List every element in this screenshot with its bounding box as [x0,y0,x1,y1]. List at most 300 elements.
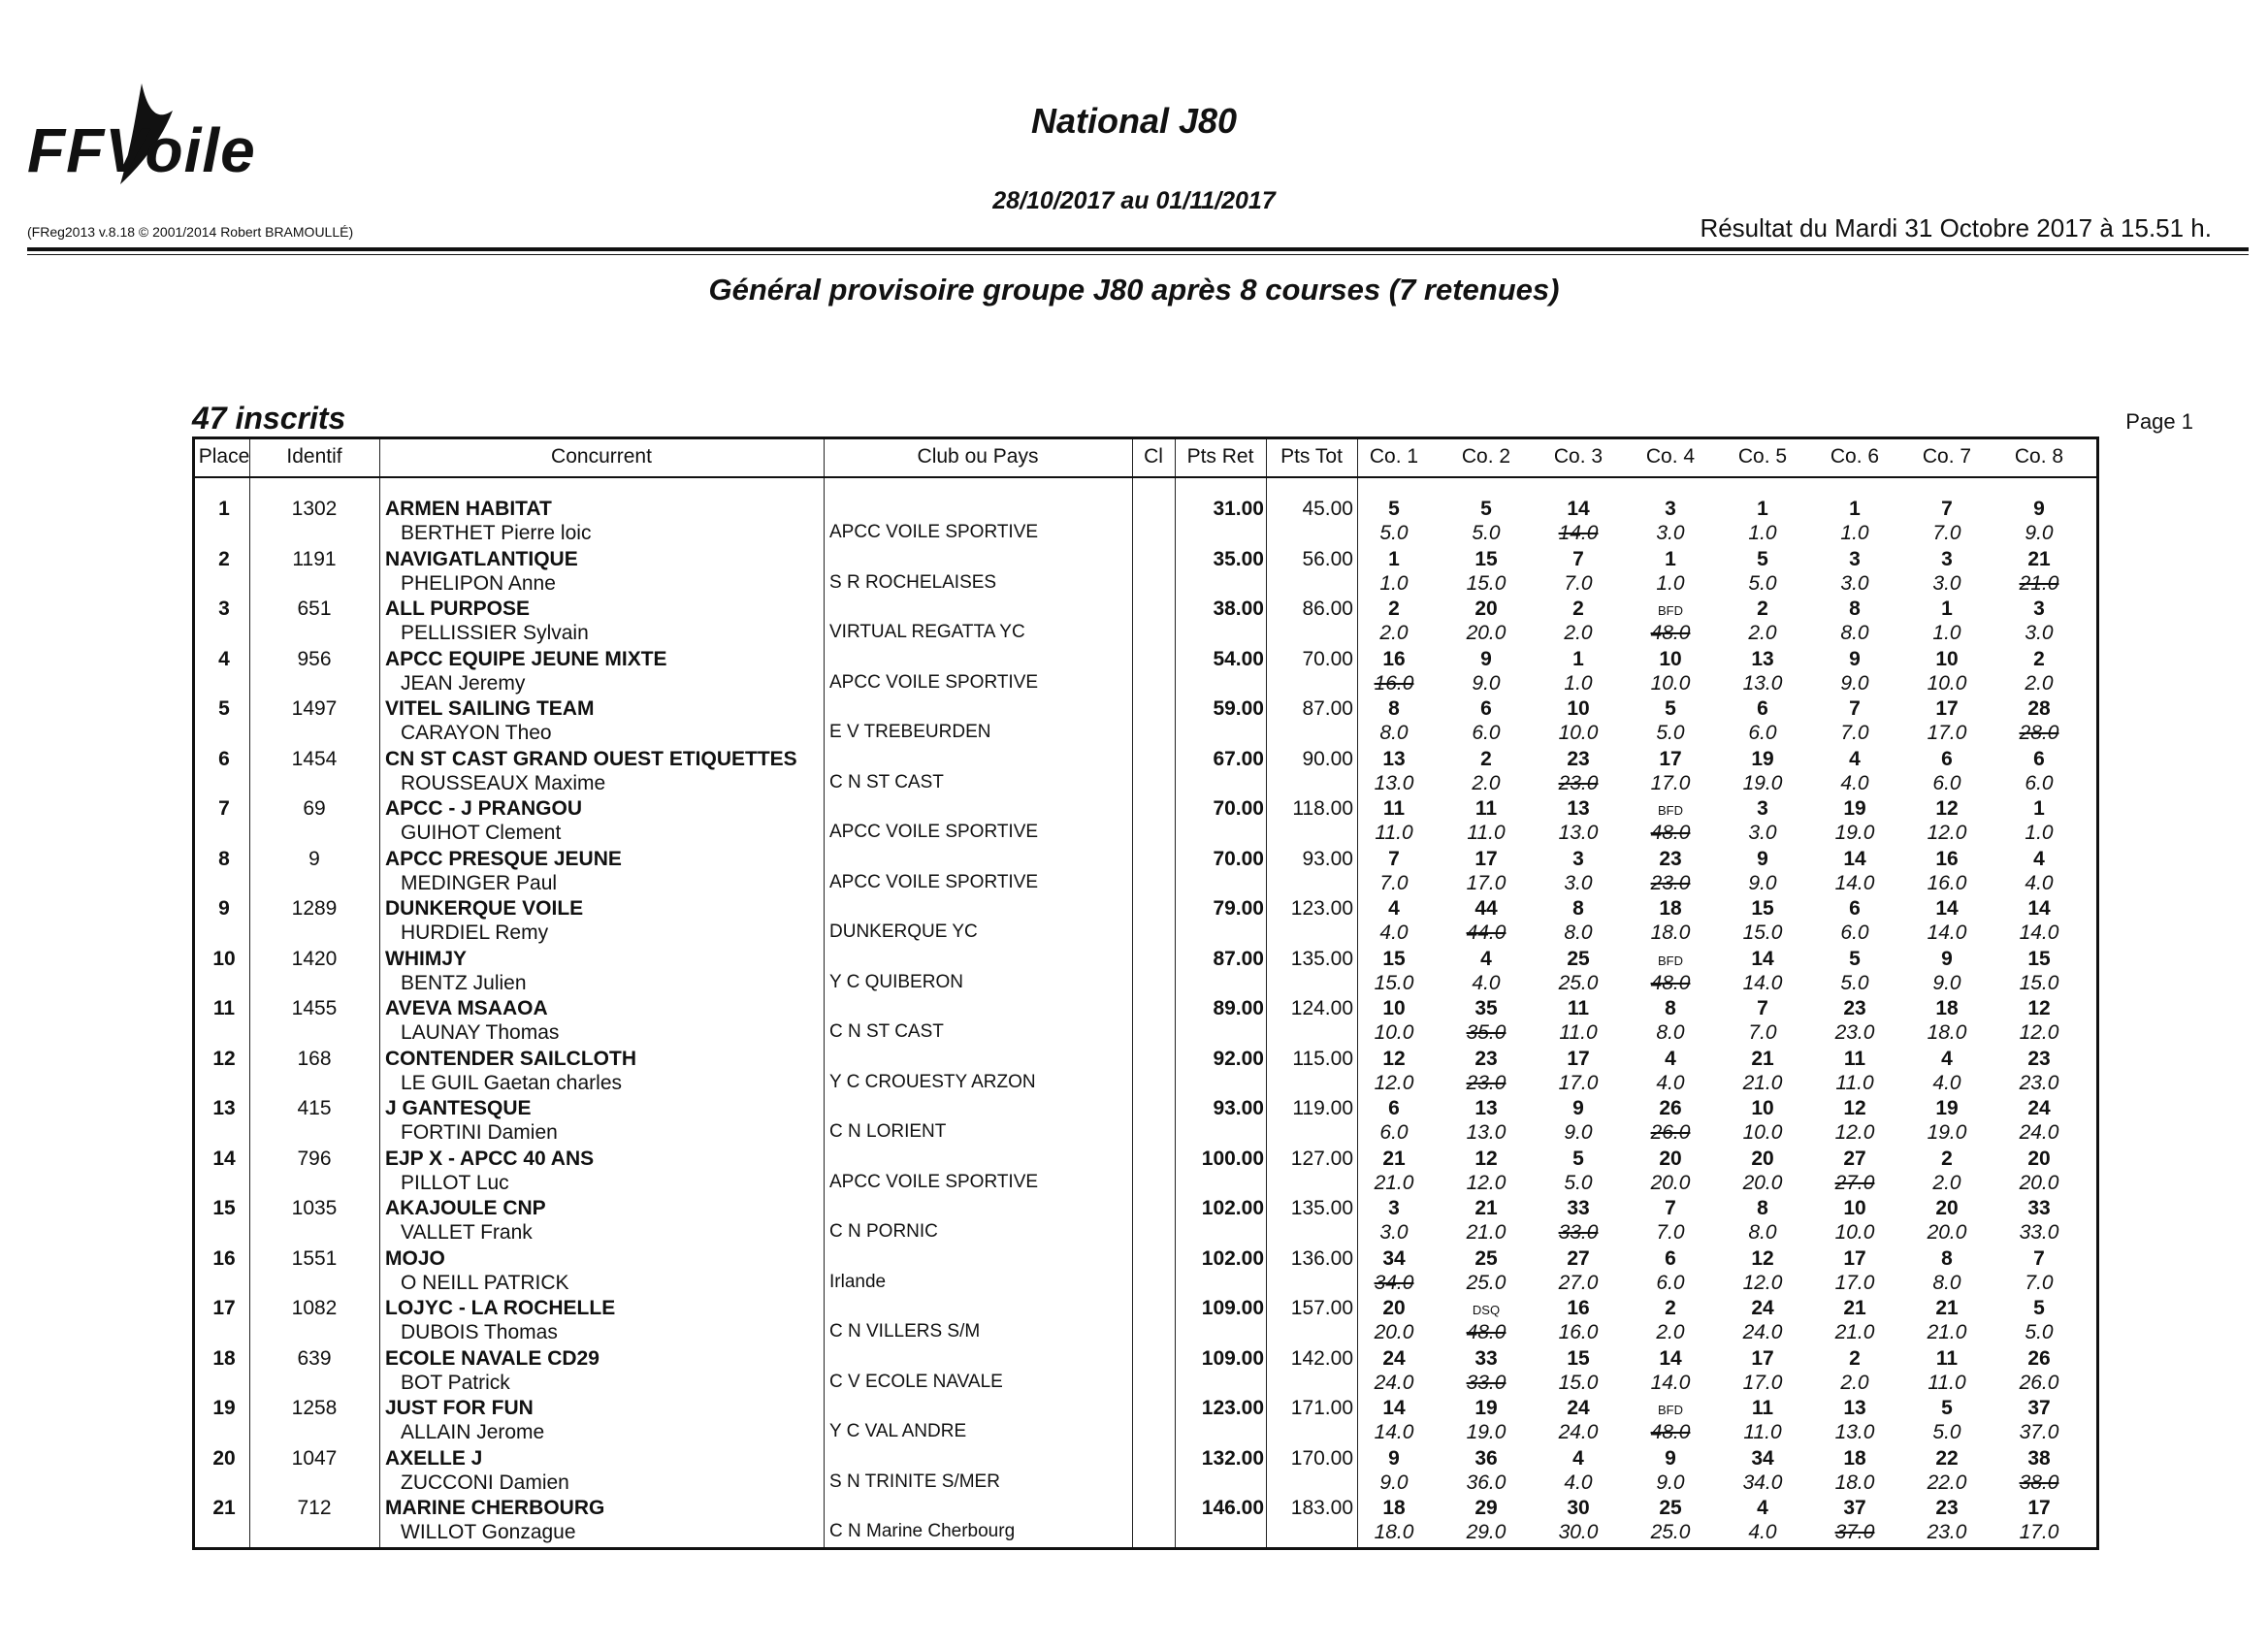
race-rank: 17 [1474,847,1498,870]
race-rank: 3 [1665,498,1676,520]
race-points: 18.0 [1374,1521,1414,1543]
race-points: 13.0 [1742,671,1783,695]
race-points: 6.0 [1932,771,1961,794]
race-points: 17.0 [1558,1071,1599,1094]
table-row [195,496,2096,546]
sail-number-cell: 1551 [291,1246,338,1270]
race-rank: 13 [1474,1097,1498,1119]
boat-name: APCC - J PRANGOU [385,797,583,820]
race-rank: 21 [1843,1297,1866,1319]
race-points: 21.0 [1466,1221,1507,1244]
race-points: 12.0 [1742,1271,1783,1294]
race-rank: 1 [1941,598,1953,620]
race-points: 14.0 [1650,1371,1691,1394]
ranking-subtitle: Général provisoire groupe J80 après 8 courses (7 retenues) [708,273,1560,307]
race-points: 1.0 [1932,622,1961,644]
sail-number-cell: 415 [297,1097,332,1119]
col-header-place: Place [198,445,250,468]
race-rank: BFD [1658,803,1683,818]
race-points: 2.0 [1932,1171,1961,1194]
col-header-identif: Identif [286,445,342,468]
race-points: 7.0 [1840,722,1869,744]
race-rank: 18 [1382,1497,1406,1519]
race-rank: 4 [1849,747,1861,770]
race-points: 24.0 [1742,1321,1783,1343]
skipper-name: O NEILL PATRICK [401,1271,569,1294]
race-points: 17.0 [1466,871,1507,894]
race-rank: 19 [1751,747,1774,770]
place-cell: 5 [218,697,230,720]
race-points: 12.0 [1834,1121,1875,1144]
software-version: (FReg2013 v.8.18 © 2001/2014 Robert BRAMOULLÉ) [27,224,354,240]
retained-points: 93.00 [1213,1097,1264,1119]
boat-name: WHIMJY [385,947,467,970]
race-points: 11.0 [1559,1021,1598,1044]
retained-points: 132.00 [1201,1446,1264,1470]
skipper-name: DUBOIS Thomas [401,1321,558,1343]
race-rank: 20 [1659,1147,1682,1170]
race-rank: 9 [1941,947,1953,970]
race-rank: 4 [2033,847,2045,870]
discarded-race-points: 37.0 [1834,1521,1875,1543]
total-points: 124.00 [1290,997,1353,1019]
race-points: 4.0 [2025,871,2054,894]
boat-name: J GANTESQUE [385,1097,532,1119]
discarded-race-points: 44.0 [1466,922,1507,944]
race-points: 3.0 [1656,522,1685,544]
race-points: 11.0 [1467,822,1506,844]
discarded-race-points: 21.0 [2019,571,2059,595]
col-header-pts-ret: Pts Ret [1186,445,1254,468]
race-points: 14.0 [1927,922,1967,944]
table-row [195,946,2096,996]
race-rank: 5 [1480,498,1492,520]
sail-number-cell: 1035 [291,1197,338,1219]
place-cell: 21 [212,1497,236,1519]
race-points: 24.0 [1558,1421,1599,1443]
race-points: 4.0 [1564,1471,1593,1494]
total-points: 170.00 [1290,1446,1353,1470]
race-points: 15.0 [1466,571,1507,595]
race-points: 10.0 [1834,1221,1875,1244]
boat-name: ARMEN HABITAT [385,498,552,520]
race-rank: 13 [1567,797,1590,820]
race-points: 11.0 [1743,1421,1782,1443]
club-name: S R ROCHELAISES [829,571,997,593]
race-rank: 2 [1941,1147,1953,1170]
race-rank: 3 [1388,1197,1400,1219]
race-rank: 21 [1935,1297,1959,1319]
total-points: 171.00 [1290,1397,1353,1419]
club-name: C N Marine Cherbourg [829,1521,1016,1541]
boat-name: JUST FOR FUN [385,1397,534,1419]
race-rank: 18 [1659,897,1682,920]
race-rank: 5 [1665,697,1676,720]
race-rank: 29 [1474,1497,1498,1519]
race-rank: 1 [1665,547,1676,570]
race-rank: 23 [1935,1497,1959,1519]
event-title: National J80 [1030,101,1238,141]
race-points: 8.0 [1379,722,1409,744]
race-rank: 14 [1567,498,1590,520]
boat-name: ALL PURPOSE [385,598,530,620]
club-name: VIRTUAL REGATTA YC [829,622,1025,642]
table-row [195,1495,2096,1545]
skipper-name: ROUSSEAUX Maxime [401,771,606,794]
club-name: E V TREBEURDEN [829,722,991,742]
race-rank: 20 [2027,1147,2051,1170]
race-points: 3.0 [1379,1221,1409,1244]
race-points: 7.0 [1379,871,1409,894]
race-rank: 24 [1567,1397,1590,1419]
race-rank: 8 [1665,997,1676,1019]
club-name: C V ECOLE NAVALE [829,1371,1003,1392]
race-rank: 17 [1659,747,1682,770]
race-rank: 3 [1757,797,1768,820]
race-points: 33.0 [2019,1221,2059,1244]
race-rank: 11 [1474,797,1498,820]
race-points: 21.0 [1927,1321,1967,1343]
race-points: 14.0 [1834,871,1875,894]
race-points: 22.0 [1927,1471,1967,1494]
race-points: 8.0 [1748,1221,1777,1244]
race-points: 20.0 [1374,1321,1414,1343]
boat-name: EJP X - APCC 40 ANS [385,1147,595,1170]
race-rank: 6 [1757,697,1768,720]
table-row [195,846,2096,896]
retained-points: 92.00 [1213,1047,1264,1070]
skipper-name: WILLOT Gonzague [401,1521,576,1543]
race-rank: 6 [1941,747,1953,770]
race-points: 3.0 [2025,622,2054,644]
sail-number-cell: 1289 [291,897,338,920]
race-points: 9.0 [1472,671,1501,695]
skipper-name: BENTZ Julien [401,971,527,994]
total-points: 45.00 [1302,498,1353,520]
place-cell: 7 [218,797,230,820]
race-points: 1.0 [1656,571,1685,595]
discarded-race-points: 35.0 [1466,1021,1507,1044]
discarded-race-points: 26.0 [1650,1121,1691,1144]
race-rank: 17 [2027,1497,2051,1519]
club-name: Y C QUIBERON [829,971,963,992]
race-rank: 15 [1567,1346,1590,1370]
race-rank: 1 [1388,547,1400,570]
race-rank: 17 [1567,1047,1590,1070]
place-cell: 15 [212,1197,236,1219]
col-header-race-2: Co. 2 [1461,445,1511,468]
race-rank: 7 [1572,547,1584,570]
race-rank: 2 [1388,598,1400,620]
race-rank: 21 [1382,1147,1406,1170]
race-rank: 12 [1843,1097,1866,1119]
race-rank: 14 [2027,897,2051,920]
race-points: 1.0 [1840,522,1869,544]
place-cell: 4 [218,647,230,670]
sail-number-cell: 9 [308,847,320,870]
total-points: 90.00 [1302,747,1353,770]
race-rank: 13 [1751,647,1774,670]
sail-number-cell: 1454 [291,747,338,770]
race-points: 10.0 [1927,671,1967,695]
race-rank: 20 [1382,1297,1406,1319]
race-rank: 13 [1843,1397,1866,1419]
boat-name: AXELLE J [385,1446,483,1470]
retained-points: 102.00 [1201,1246,1264,1270]
race-points: 36.0 [1466,1471,1507,1494]
race-rank: 9 [2033,498,2045,520]
race-rank: 34 [1382,1246,1406,1270]
discarded-race-points: 48.0 [1650,971,1691,994]
race-points: 25.0 [1466,1271,1507,1294]
col-header-race-3: Co. 3 [1553,445,1604,468]
retained-points: 59.00 [1213,697,1264,720]
race-points: 2.0 [1472,771,1501,794]
discarded-race-points: 33.0 [1558,1221,1599,1244]
race-rank: 7 [1665,1197,1676,1219]
sail-number-cell: 1302 [291,498,338,520]
race-rank: 38 [2027,1446,2051,1470]
race-points: 24.0 [2019,1121,2059,1144]
race-points: 23.0 [1834,1021,1875,1044]
sail-number-cell: 1497 [291,697,338,720]
result-timestamp: Résultat du Mardi 31 Octobre 2017 à 15.51 h. [1700,213,2212,242]
discarded-race-points: 27.0 [1834,1171,1875,1194]
race-points: 15.0 [2019,971,2059,994]
race-points: 12.0 [1374,1071,1414,1094]
race-points: 2.0 [1379,622,1409,644]
skipper-name: HURDIEL Remy [401,922,549,944]
race-rank: 20 [1474,598,1498,620]
race-rank: 11 [1935,1346,1959,1370]
race-rank: 24 [2027,1097,2051,1119]
race-points: 17.0 [1742,1371,1783,1394]
race-points: 17.0 [1834,1271,1875,1294]
event-dates: 28/10/2017 au 01/11/2017 [992,187,1276,214]
race-points: 17.0 [1927,722,1967,744]
race-points: 17.0 [1650,771,1691,794]
skipper-name: PELLISSIER Sylvain [401,622,589,644]
col-header-cl: Cl [1144,445,1163,468]
sail-number-cell: 1082 [291,1297,338,1319]
col-header-race-6: Co. 6 [1830,445,1880,468]
race-rank: 11 [1751,1397,1774,1419]
race-rank: 3 [1572,847,1584,870]
race-points: 13.0 [1466,1121,1507,1144]
skipper-name: LE GUIL Gaetan charles [401,1071,623,1094]
table-row [195,596,2096,646]
race-points: 1.0 [1748,522,1777,544]
race-rank: 21 [2027,547,2051,570]
race-points: 7.0 [1932,522,1961,544]
race-points: 14.0 [1374,1421,1414,1443]
skipper-name: JEAN Jeremy [401,671,526,695]
retained-points: 100.00 [1201,1147,1264,1170]
race-rank: 6 [2033,747,2045,770]
race-rank: 7 [1757,997,1768,1019]
race-rank: 1 [1572,647,1584,670]
race-points: 1.0 [1564,671,1593,695]
race-points: 14.0 [2019,922,2059,944]
race-rank: 9 [1849,647,1861,670]
race-rank: 4 [1941,1047,1953,1070]
club-name: DUNKERQUE YC [829,922,978,942]
race-rank: 11 [1567,997,1590,1019]
race-rank: 5 [1388,498,1400,520]
table-row [195,1245,2096,1296]
race-rank: 33 [1567,1197,1590,1219]
race-points: 6.0 [1379,1121,1409,1144]
race-points: 7.0 [1564,571,1593,595]
discarded-race-points: 34.0 [1374,1271,1414,1294]
race-points: 37.0 [2019,1421,2059,1443]
discarded-race-points: 28.0 [2019,722,2059,744]
race-rank: 7 [1849,697,1861,720]
retained-points: 70.00 [1213,797,1264,820]
race-rank: 19 [1935,1097,1959,1119]
race-points: 11.0 [1375,822,1413,844]
club-name: C N VILLERS S/M [829,1321,981,1342]
race-points: 23.0 [1927,1521,1967,1543]
table-row [195,746,2096,796]
race-rank: 5 [1941,1397,1953,1419]
place-cell: 3 [218,598,230,620]
race-points: 9.0 [1748,871,1777,894]
total-points: 119.00 [1292,1097,1353,1119]
race-points: 5.0 [1932,1421,1961,1443]
skipper-name: PHELIPON Anne [401,571,556,595]
sail-number-cell: 1047 [291,1446,338,1470]
race-rank: 8 [1572,897,1584,920]
race-rank: 12 [2027,997,2051,1019]
table-row [195,1395,2096,1445]
race-rank: BFD [1658,1403,1683,1417]
race-rank: 11 [1843,1047,1866,1070]
total-points: 93.00 [1302,847,1353,870]
race-points: 2.0 [1748,622,1777,644]
place-cell: 11 [212,997,236,1019]
retained-points: 102.00 [1201,1197,1264,1219]
race-points: 6.0 [1472,722,1501,744]
boat-name: AKAJOULE CNP [385,1197,546,1219]
race-points: 2.0 [2025,671,2054,695]
race-points: 5.0 [1656,722,1685,744]
race-rank: 9 [1572,1097,1584,1119]
race-points: 27.0 [1558,1271,1599,1294]
race-rank: 9 [1757,847,1768,870]
skipper-name: FORTINI Damien [401,1121,558,1144]
skipper-name: VALLET Frank [401,1221,533,1244]
sail-number-cell: 956 [297,647,332,670]
skipper-name: ALLAIN Jerome [401,1421,545,1443]
race-points: 9.0 [1564,1121,1593,1144]
retained-points: 109.00 [1201,1346,1264,1370]
race-rank: 24 [1382,1346,1406,1370]
race-points: 7.0 [2025,1271,2054,1294]
race-points: 13.0 [1374,771,1414,794]
skipper-name: CARAYON Theo [401,722,552,744]
race-points: 20.0 [1650,1171,1691,1194]
race-points: 11.0 [1928,1371,1966,1394]
race-rank: 2 [1665,1297,1676,1319]
race-rank: 4 [1480,947,1492,970]
race-rank: 44 [1474,897,1498,920]
race-rank: 2 [1480,747,1492,770]
total-points: 157.00 [1290,1297,1353,1319]
race-rank: 3 [2033,598,2045,620]
race-points: 19.0 [1742,771,1783,794]
place-cell: 17 [212,1297,236,1319]
page-number: Page 1 [2125,409,2193,434]
race-rank: 30 [1567,1497,1590,1519]
discarded-race-points: 33.0 [1466,1371,1507,1394]
race-points: 5.0 [1564,1171,1593,1194]
club-name: Y C VAL ANDRE [829,1421,967,1441]
race-points: 1.0 [2025,822,2054,844]
club-name: APCC VOILE SPORTIVE [829,871,1039,892]
race-points: 21.0 [1374,1171,1414,1194]
race-rank: 10 [1935,647,1959,670]
race-points: 29.0 [1466,1521,1507,1543]
race-rank: 6 [1388,1097,1400,1119]
club-name: APCC VOILE SPORTIVE [829,822,1039,842]
sail-number-cell: 639 [297,1346,332,1370]
race-rank: 9 [1388,1446,1400,1470]
race-rank: 9 [1665,1446,1676,1470]
race-rank: 26 [1659,1097,1682,1119]
race-rank: 12 [1382,1047,1406,1070]
header-rule-thin [27,254,2249,255]
race-rank: 1 [2033,797,2045,820]
total-points: 70.00 [1302,647,1353,670]
race-points: 25.0 [1558,971,1599,994]
race-points: 10.0 [1558,722,1599,744]
race-points: 6.0 [1656,1271,1685,1294]
race-points: 20.0 [2019,1171,2059,1194]
race-rank: 25 [1567,947,1590,970]
col-header-race-1: Co. 1 [1369,445,1419,468]
boat-name: LOJYC - LA ROCHELLE [385,1297,616,1319]
race-rank: 7 [1388,847,1400,870]
total-points: 135.00 [1290,1197,1353,1219]
boat-name: APCC EQUIPE JEUNE MIXTE [385,647,667,670]
table-row [195,1295,2096,1345]
race-points: 4.0 [1472,971,1501,994]
discarded-race-points: 16.0 [1374,671,1414,695]
race-points: 15.0 [1742,922,1783,944]
table-row [195,795,2096,846]
boat-name: CN ST CAST GRAND OUEST ETIQUETTES [385,747,797,770]
race-points: 9.0 [1379,1471,1409,1494]
race-rank: 16 [1567,1297,1590,1319]
race-points: 3.0 [1932,571,1961,595]
sail-number-cell: 1455 [291,997,338,1019]
club-name: APCC VOILE SPORTIVE [829,522,1039,542]
race-rank: 21 [1751,1047,1774,1070]
race-rank: 25 [1659,1497,1682,1519]
race-points: 4.0 [1656,1071,1685,1094]
discarded-race-points: 48.0 [1650,822,1691,844]
place-cell: 20 [212,1446,236,1470]
race-rank: 23 [1843,997,1866,1019]
race-points: 34.0 [1742,1471,1783,1494]
race-rank: 24 [1751,1297,1774,1319]
race-points: 4.0 [1840,771,1869,794]
retained-points: 87.00 [1213,947,1264,970]
race-points: 17.0 [2019,1521,2059,1543]
race-rank: BFD [1658,603,1683,618]
race-rank: 23 [1659,847,1682,870]
